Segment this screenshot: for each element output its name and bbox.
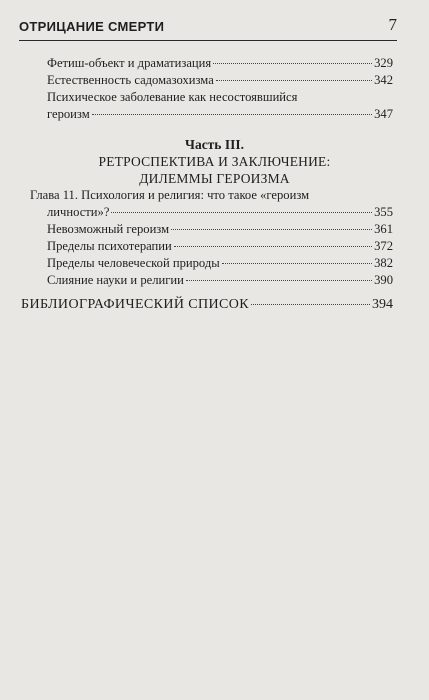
toc-entry-sadomasochism bbox=[47, 72, 393, 89]
toc-entry-label: Невозможный героизм bbox=[47, 222, 170, 236]
dot-leader bbox=[186, 280, 372, 281]
dot-leader bbox=[213, 63, 372, 64]
toc-entry-chapter-11 bbox=[30, 187, 393, 221]
dot-leader bbox=[251, 304, 370, 305]
dot-leader bbox=[216, 80, 372, 81]
toc-entry-label: Естественность садомазохизма bbox=[47, 73, 214, 87]
toc-entry-science-religion bbox=[47, 272, 393, 289]
running-head bbox=[19, 16, 397, 41]
part-subtitle-line2: ДИЛЕММЫ ГЕРОИЗМА bbox=[139, 171, 290, 186]
toc-entry-label: Пределы человеческой природы bbox=[47, 256, 220, 270]
toc-entry-impossible-heroism bbox=[47, 221, 393, 238]
bibliography-page: 394 bbox=[372, 297, 393, 312]
toc-entry-limits-psychotherapy bbox=[47, 238, 393, 255]
toc-entry-mental-illness bbox=[47, 89, 393, 123]
bibliography-label: БИБЛИОГРАФИЧЕСКИЙ СПИСОК bbox=[21, 297, 250, 312]
part-subtitle-line1: РЕТРОСПЕКТИВА И ЗАКЛЮЧЕНИЕ: bbox=[98, 154, 331, 169]
toc-entry-label: героизм bbox=[47, 107, 90, 121]
toc-entry-bibliography bbox=[21, 296, 393, 314]
toc-entry-page: 347 bbox=[374, 107, 393, 121]
dot-leader bbox=[222, 263, 372, 264]
running-head-title: ОТРИЦАНИЕ СМЕРТИ bbox=[19, 19, 165, 34]
toc-entry-page: 329 bbox=[374, 56, 393, 70]
dot-leader bbox=[174, 246, 372, 247]
toc-entry-label: Слияние науки и религии bbox=[47, 273, 184, 287]
toc-entry-fetish bbox=[47, 55, 393, 72]
toc-entry-page: 390 bbox=[374, 273, 393, 287]
toc-entry-page: 342 bbox=[374, 73, 393, 87]
toc-entry-page: 382 bbox=[374, 256, 393, 270]
toc-entry-limits-human-nature bbox=[47, 255, 393, 272]
toc-entry-label: Пределы психотерапии bbox=[47, 239, 172, 253]
toc-entry-label: Фетиш-объект и драматизация bbox=[47, 56, 212, 70]
toc-entry-line1: Психическое заболевание как несостоявшийся bbox=[47, 90, 298, 104]
page-number: 7 bbox=[388, 15, 397, 34]
part-heading bbox=[0, 136, 429, 187]
dot-leader bbox=[171, 229, 372, 230]
part-title: Часть III. bbox=[185, 137, 244, 152]
toc-entry-page: 361 bbox=[374, 222, 393, 236]
toc-entry-label: личности»? bbox=[47, 205, 110, 219]
dot-leader bbox=[92, 114, 372, 115]
toc-entry-page: 355 bbox=[374, 205, 393, 219]
toc-entry-line1: Глава 11. Психология и религия: что такое «героизм bbox=[30, 188, 310, 202]
toc-entry-page: 372 bbox=[374, 239, 393, 253]
dot-leader bbox=[111, 212, 372, 213]
